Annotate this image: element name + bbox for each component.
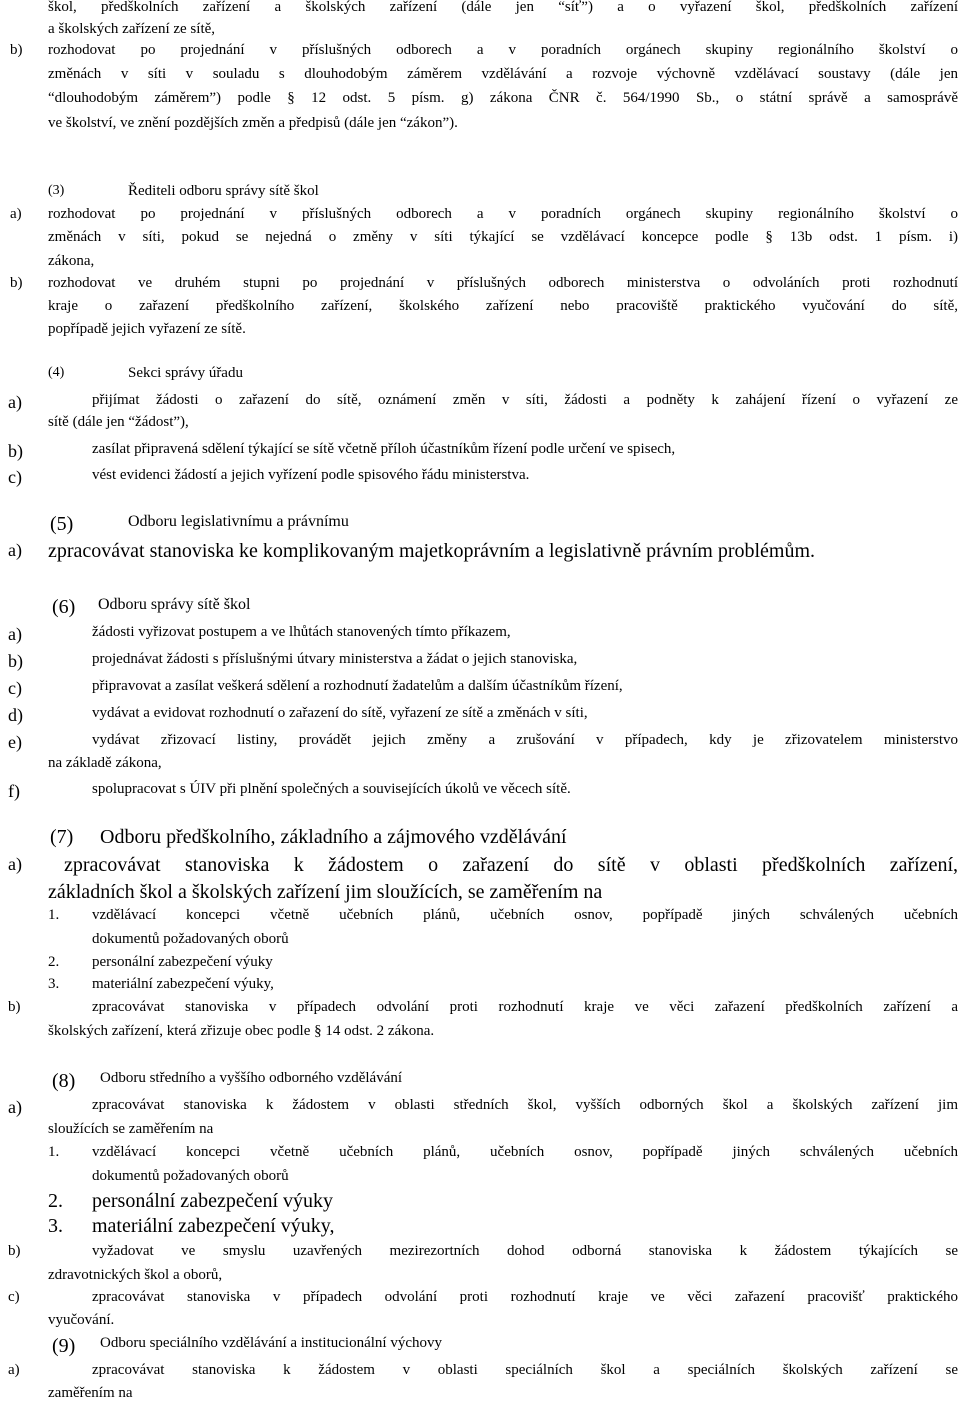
section-heading: Sekci správy úřadu — [128, 365, 243, 381]
line-text: materiální zabezpečení výuky, — [92, 1215, 335, 1237]
list-marker: 1. — [48, 907, 60, 923]
text-line — [0, 1313, 960, 1334]
line-text: zpracovávat stanoviska v případech odvolání proti rozhodnutí kraje ve věci zařazení pracovišť praktického — [92, 1289, 958, 1305]
list-marker: 1. — [48, 1144, 60, 1160]
list-marker: 3. — [48, 976, 60, 992]
text-line — [0, 22, 960, 43]
text-line — [0, 706, 960, 730]
text-line — [0, 366, 960, 387]
text-line — [0, 116, 960, 137]
line-text: “dlouhodobým záměrem”) podle § 12 odst. 5 písm. g) zákona ČNR č. 564/1990 Sb., o státní správě a samosprávě — [48, 90, 958, 106]
line-text: projednávat žádosti s příslušnými útvary ministerstva a žádat o jejich stanoviska, — [92, 651, 578, 667]
line-text: připravovat a zasílat veškerá sdělení a rozhodnutí žadatelům a dalším účastníkům řízení, — [92, 678, 623, 694]
line-text: sloužících se zaměřením na — [48, 1121, 214, 1137]
list-marker: a) — [8, 624, 22, 644]
section-heading: Odboru správy sítě škol — [98, 596, 251, 613]
text-line — [0, 91, 960, 112]
section-heading: Odboru legislativnímu a právnímu — [128, 513, 349, 530]
list-marker: a) — [8, 392, 22, 412]
list-marker: b) — [10, 42, 23, 58]
text-line — [0, 322, 960, 343]
line-text: žádosti vyřizovat postupem a ve lhůtách stanovených tímto příkazem, — [92, 624, 511, 640]
line-text: kraje o zařazení předškolního zařízení, školského zařízení nebo pracoviště praktického vyučování do sítě, — [48, 298, 958, 314]
text-line — [0, 415, 960, 436]
line-text: vést evidenci žádostí a jejich vyřízení podle spisového řádu ministerstva. — [92, 467, 530, 483]
list-marker: 2. — [48, 1190, 63, 1212]
line-text: vyžadovat ve smyslu uzavřených mezirezortních dohod odborná stanoviska k žádostem týkajících se — [92, 1243, 958, 1259]
line-text: školských zařízení, která zřizuje obec podle § 14 odst. 2 zákona. — [48, 1023, 435, 1039]
line-text: sítě (dále jen “žádost”), — [48, 414, 189, 430]
text-line — [0, 1216, 960, 1242]
text-line — [0, 782, 960, 806]
text-line — [0, 207, 960, 228]
list-marker: 3. — [48, 1215, 63, 1237]
line-text: zdravotnických škol a oborů, — [48, 1267, 223, 1283]
line-text: personální zabezpečení výuky — [92, 954, 273, 970]
text-line — [0, 955, 960, 976]
text-line — [0, 932, 960, 953]
line-text: zpracovávat stanoviska ke komplikovaným majetkoprávním a legislativně právním problémům. — [48, 540, 816, 562]
text-line — [0, 299, 960, 320]
text-line — [0, 1290, 960, 1311]
text-line — [0, 679, 960, 703]
line-text: zpracovávat stanoviska k žádostem v oblasti speciálních škol a speciálních školských zařízení se — [92, 1362, 958, 1378]
text-line — [0, 1386, 960, 1407]
text-line — [0, 254, 960, 275]
text-line — [0, 1363, 960, 1384]
line-text: rozhodovat ve druhém stupni po projednání v příslušných odborech ministerstva o odvoláních proti rozhodnutí — [48, 275, 958, 291]
list-marker: c) — [8, 678, 22, 698]
list-marker: b) — [8, 441, 23, 461]
section-number: (3) — [48, 183, 65, 198]
text-line — [0, 1268, 960, 1289]
text-line — [0, 1122, 960, 1143]
line-text: zpracovávat stanoviska k žádostem o zařazení do sítě v oblasti předškolních zařízení, — [64, 854, 958, 876]
text-line — [0, 514, 960, 540]
list-marker: f) — [8, 781, 20, 801]
section-heading: Odboru speciálního vzdělávání a institucionální výchovy — [100, 1335, 442, 1351]
list-marker: 2. — [48, 954, 60, 970]
line-text: vydávat a evidovat rozhodnutí o zařazení do sítě, vyřazení ze sítě a změnách v síti, — [92, 705, 588, 721]
text-line — [0, 67, 960, 88]
section-heading: Řediteli odboru správy sítě škol — [128, 183, 319, 199]
list-marker: a) — [10, 206, 22, 222]
line-text: změnách v síti v souladu s dlouhodobým záměrem vzdělávání a rozvoje výchovně vzdělávací soustavy (dále jen — [48, 66, 958, 82]
list-marker: e) — [8, 732, 22, 752]
text-line — [0, 827, 960, 853]
line-text: spolupracovat s ÚIV při plnění společných a souvisejících úkolů ve věcech sítě. — [92, 781, 571, 797]
list-marker: b) — [8, 1243, 21, 1259]
line-text: vzdělávací koncepci včetně učebních plánů, učebních osnov, popřípadě jiných schválených učebních — [92, 907, 958, 923]
text-line — [0, 625, 960, 649]
line-text: materiální zabezpečení výuky, — [92, 976, 274, 992]
line-text: na základě zákona, — [48, 755, 162, 771]
list-marker: c) — [8, 467, 22, 487]
line-text: vzdělávací koncepci včetně učebních plánů, učebních osnov, popřípadě jiných schválených učebních — [92, 1144, 958, 1160]
line-text: a školských zařízení ze sítě, — [48, 21, 216, 37]
line-text: rozhodovat po projednání v příslušných odborech a v poradních orgánech skupiny regionálního školství o — [48, 206, 958, 222]
section-number: (8) — [52, 1070, 76, 1092]
list-marker: b) — [8, 651, 23, 671]
line-text: rozhodovat po projednání v příslušných odborech a v poradních orgánech skupiny regionálního školství o — [48, 42, 958, 58]
text-line — [0, 1071, 960, 1097]
list-marker: b) — [8, 999, 21, 1015]
section-number: (6) — [52, 596, 76, 618]
text-line — [0, 442, 960, 466]
text-line — [0, 468, 960, 492]
text-line — [0, 1191, 960, 1217]
line-text: dokumentů požadovaných oborů — [92, 931, 289, 947]
line-text: zpracovávat stanoviska k žádostem v oblasti středních škol, vyšších odborných škol a školských zařízení jim — [92, 1097, 958, 1113]
line-text: popřípadě jejich vyřazení ze sítě. — [48, 321, 246, 337]
text-line — [0, 184, 960, 205]
section-number: (9) — [52, 1335, 76, 1357]
text-line — [0, 882, 960, 908]
section-heading: Odboru předškolního, základního a zájmového vzdělávání — [100, 826, 567, 848]
text-line — [0, 1169, 960, 1190]
line-text: základních škol a školských zařízení jim sloužících, se zaměřením na — [48, 881, 603, 903]
text-line — [0, 597, 960, 623]
text-line — [0, 977, 960, 998]
list-marker: a) — [8, 854, 22, 874]
section-number: (7) — [50, 826, 74, 848]
line-text: dokumentů požadovaných oborů — [92, 1168, 289, 1184]
list-marker: d) — [8, 705, 23, 725]
text-line — [0, 541, 960, 567]
list-marker: a) — [8, 540, 22, 560]
text-line — [0, 1000, 960, 1021]
line-text: přijímat žádosti o zařazení do sítě, oznámení změn v síti, žádosti a podněty k zahájení řízení o vyřazení ze — [92, 392, 958, 408]
text-line — [0, 1336, 960, 1362]
text-line — [0, 43, 960, 64]
text-line — [0, 733, 960, 757]
text-line — [0, 855, 960, 881]
text-line — [0, 1244, 960, 1265]
text-line — [0, 0, 960, 21]
text-line — [0, 908, 960, 929]
line-text: zákona, — [48, 253, 95, 269]
section-number: (5) — [50, 513, 74, 535]
text-line — [0, 1098, 960, 1122]
text-line — [0, 1145, 960, 1166]
line-text: zaměřením na — [48, 1385, 133, 1401]
section-heading: Odboru středního a vyššího odborného vzdělávání — [100, 1070, 403, 1086]
line-text: zpracovávat stanoviska v případech odvolání proti rozhodnutí kraje ve věci zařazení předškolních zařízení a — [92, 999, 958, 1015]
list-marker: a) — [8, 1097, 22, 1117]
text-line — [0, 756, 960, 777]
text-line — [0, 1024, 960, 1045]
line-text: zasílat připravená sdělení týkající se sítě včetně příloh účastníkům řízení podle určení ve spisech, — [92, 441, 676, 457]
line-text: vyučování. — [48, 1312, 115, 1328]
section-number: (4) — [48, 365, 65, 380]
line-text: personální zabezpečení výuky — [92, 1190, 334, 1212]
text-line — [0, 230, 960, 251]
line-text: škol, předškolních zařízení a školských zařízení (dále jen “síť”) a o vyřazení škol, předškolních zařízení — [48, 0, 958, 15]
text-line — [0, 276, 960, 297]
line-text: vydávat zřizovací listiny, provádět jejich změny a zrušování v případech, kdy je zřizovatelem ministerstvo — [92, 732, 958, 748]
line-text: ve školství, ve znění pozdějších změn a předpisů (dále jen “zákon”). — [48, 115, 458, 131]
list-marker: c) — [8, 1289, 20, 1305]
line-text: změnách v síti, pokud se nejedná o změny v síti týkající se vzdělávací koncepce podle § 13b odst. 1 písm. i) — [48, 229, 958, 245]
text-line — [0, 652, 960, 676]
list-marker: b) — [10, 275, 23, 291]
list-marker: a) — [8, 1362, 20, 1378]
